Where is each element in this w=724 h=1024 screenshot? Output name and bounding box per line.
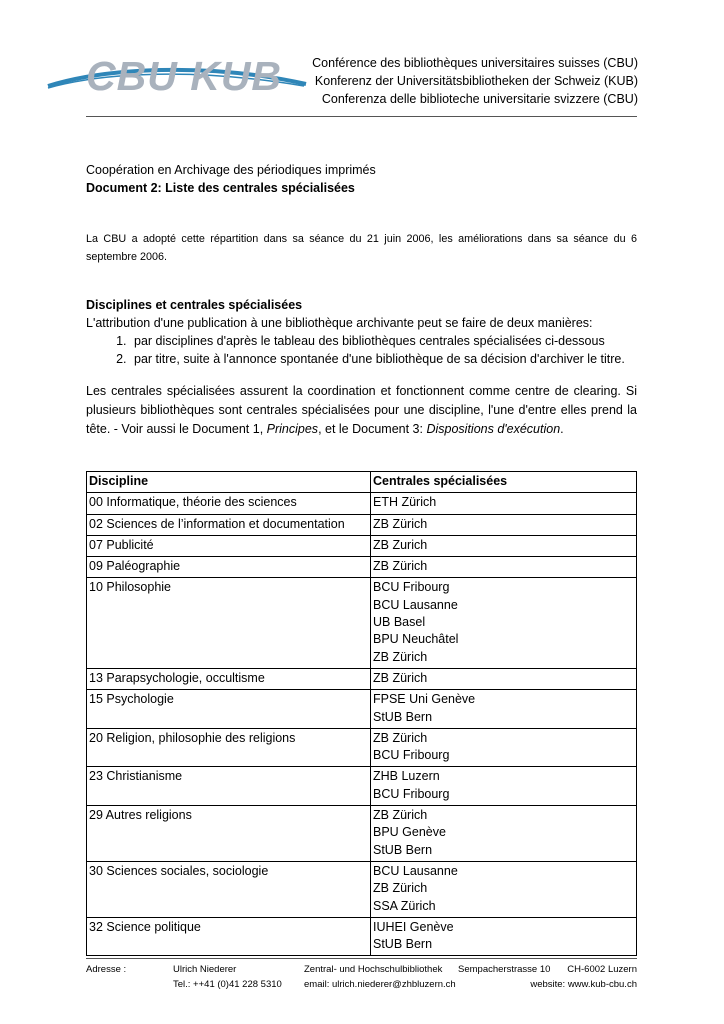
intro-paragraph: La CBU a adopté cette répartition dans sa séance du 21 juin 2006, les améliorations dans sa séance du 6 septembre 2006. xyxy=(86,233,637,263)
table-row xyxy=(87,535,637,556)
centrale-library: BCU Fribourg xyxy=(373,786,450,801)
centrale-library: IUHEI Genève xyxy=(373,919,454,934)
discipline-cell: 13 Parapsychologie, occultisme xyxy=(87,668,371,689)
centrales-cell xyxy=(371,514,637,535)
table-row xyxy=(87,493,637,514)
document-title xyxy=(86,161,376,197)
table-body xyxy=(87,493,637,956)
table-row xyxy=(87,917,637,956)
centrale-library: BPU Genève xyxy=(373,825,446,840)
centrales-cell xyxy=(371,493,637,514)
table-row xyxy=(87,806,637,862)
centrale-library: BPU Neuchâtel xyxy=(373,632,459,647)
list-item: 2. par titre, suite à l'annonce spontanée d'une bibliothèque de sa décision d'archiver le titre. xyxy=(130,350,637,368)
paragraph-text: . xyxy=(560,422,564,436)
attribution-list xyxy=(86,332,637,368)
org-line-it: Conferenza delle biblioteche universitarie svizzere (CBU) xyxy=(321,92,638,106)
section-lead: L'attribution d'une publication à une bibliothèque archivante peut se faire de deux manières: xyxy=(86,316,593,330)
centrale-library: ZB Zürich xyxy=(373,730,428,745)
table-row xyxy=(87,557,637,578)
centrales-cell xyxy=(371,535,637,556)
centrale-library: FPSE Uni Genève xyxy=(373,692,476,707)
footer-email[interactable]: email: ulrich.niederer@zhbluzern.ch xyxy=(304,979,456,990)
centrales-cell xyxy=(371,578,637,668)
discipline-cell: 30 Sciences sociales, sociologie xyxy=(87,861,371,917)
disciplines-table xyxy=(86,471,637,956)
table-row xyxy=(87,861,637,917)
centrales-cell xyxy=(371,861,637,917)
discipline-cell: 09 Paléographie xyxy=(87,557,371,578)
centrale-library: ETH Zürich xyxy=(373,495,437,510)
reference-dispositions: Dispositions d'exécution xyxy=(426,422,561,436)
centrales-cell xyxy=(371,690,637,729)
centrales-cell xyxy=(371,917,637,956)
table-row xyxy=(87,690,637,729)
column-header-discipline: Discipline xyxy=(87,472,371,493)
discipline-cell: 32 Science politique xyxy=(87,917,371,956)
organization-names xyxy=(312,54,638,108)
centrales-cell xyxy=(371,728,637,767)
centrales-cell xyxy=(371,668,637,689)
discipline-cell: 23 Christianisme xyxy=(87,767,371,806)
centrale-library: UB Basel xyxy=(373,615,426,630)
table-row xyxy=(87,578,637,668)
centrales-cell xyxy=(371,557,637,578)
centrale-library: ZB Zürich xyxy=(373,808,428,823)
footer-phone: Tel.: ++41 (0)41 228 5310 xyxy=(173,979,282,990)
centrale-library: BCU Lausanne xyxy=(373,597,458,612)
table-row xyxy=(87,728,637,767)
table-row xyxy=(87,514,637,535)
discipline-cell: 29 Autres religions xyxy=(87,806,371,862)
paragraph-text: , et le Document 3: xyxy=(318,422,427,436)
discipline-cell: 20 Religion, philosophie des religions xyxy=(87,728,371,767)
centrale-library: ZB Zürich xyxy=(373,559,428,574)
list-item: 1. par disciplines d'après le tableau des bibliothèques centrales spécialisées ci-dessous xyxy=(130,332,637,350)
centrale-library: ZB Zürich xyxy=(373,881,428,896)
footer-institution: Zentral- und Hochschulbibliothek xyxy=(304,964,443,975)
footer-name: Ulrich Niederer xyxy=(173,964,237,975)
centrale-library: StUB Bern xyxy=(373,937,433,952)
centrale-library: ZB Zürich xyxy=(373,649,428,664)
centrale-library: ZB Zürich xyxy=(373,516,428,531)
centrale-library: BCU Lausanne xyxy=(373,863,458,878)
logo-wordmark: CBU KUB xyxy=(86,53,283,99)
disciplines-section xyxy=(86,296,637,368)
table-header-row xyxy=(87,472,637,493)
discipline-cell: 07 Publicité xyxy=(87,535,371,556)
discipline-cell: 00 Informatique, théorie des sciences xyxy=(87,493,371,514)
title-line-2: Document 2: Liste des centrales spécialisées xyxy=(86,181,355,195)
column-header-centrales: Centrales spécialisées xyxy=(371,472,637,493)
footer-website[interactable]: website: www.kub-cbu.ch xyxy=(530,979,637,990)
centrale-library: StUB Bern xyxy=(373,842,433,857)
footer xyxy=(86,962,637,992)
centrale-library: ZB Zurich xyxy=(373,537,428,552)
footer-divider xyxy=(86,958,637,959)
centrale-library: StUB Bern xyxy=(373,709,433,724)
reference-principes: Principes xyxy=(266,422,319,436)
clearing-paragraph xyxy=(86,382,637,439)
footer-street: Sempacherstrasse 10 xyxy=(458,964,551,975)
footer-city: CH-6002 Luzern xyxy=(567,964,637,975)
table-row xyxy=(87,767,637,806)
centrales-cell xyxy=(371,806,637,862)
footer-label: Adresse : xyxy=(86,964,127,975)
section-heading: Disciplines et centrales spécialisées xyxy=(86,298,303,312)
paragraph-text: Les centrales spécialisées assurent la coordination et fonctionnent comme centre de clearing. Si plusieurs bibliothèques sont centrales spécialisées pour une discipline, l'une d'entre elles prend la tête. - Voir aussi le Document 1, xyxy=(86,384,637,436)
org-line-fr: Conférence des bibliothèques universitaires suisses (CBU) xyxy=(312,56,638,70)
title-line-1: Coopération en Archivage des périodiques imprimés xyxy=(86,163,376,177)
centrales-cell xyxy=(371,767,637,806)
centrale-library: SSA Zürich xyxy=(373,898,436,913)
centrale-library: ZHB Luzern xyxy=(373,769,440,784)
org-line-de: Konferenz der Universitätsbibliotheken der Schweiz (KUB) xyxy=(314,74,638,88)
table-row xyxy=(87,668,637,689)
discipline-cell: 02 Sciences de l’information et documentation xyxy=(87,514,371,535)
centrale-library: ZB Zürich xyxy=(373,670,428,685)
discipline-cell: 10 Philosophie xyxy=(87,578,371,668)
header-divider xyxy=(86,116,637,117)
centrale-library: BCU Fribourg xyxy=(373,748,450,763)
discipline-cell: 15 Psychologie xyxy=(87,690,371,729)
centrale-library: BCU Fribourg xyxy=(373,580,450,595)
